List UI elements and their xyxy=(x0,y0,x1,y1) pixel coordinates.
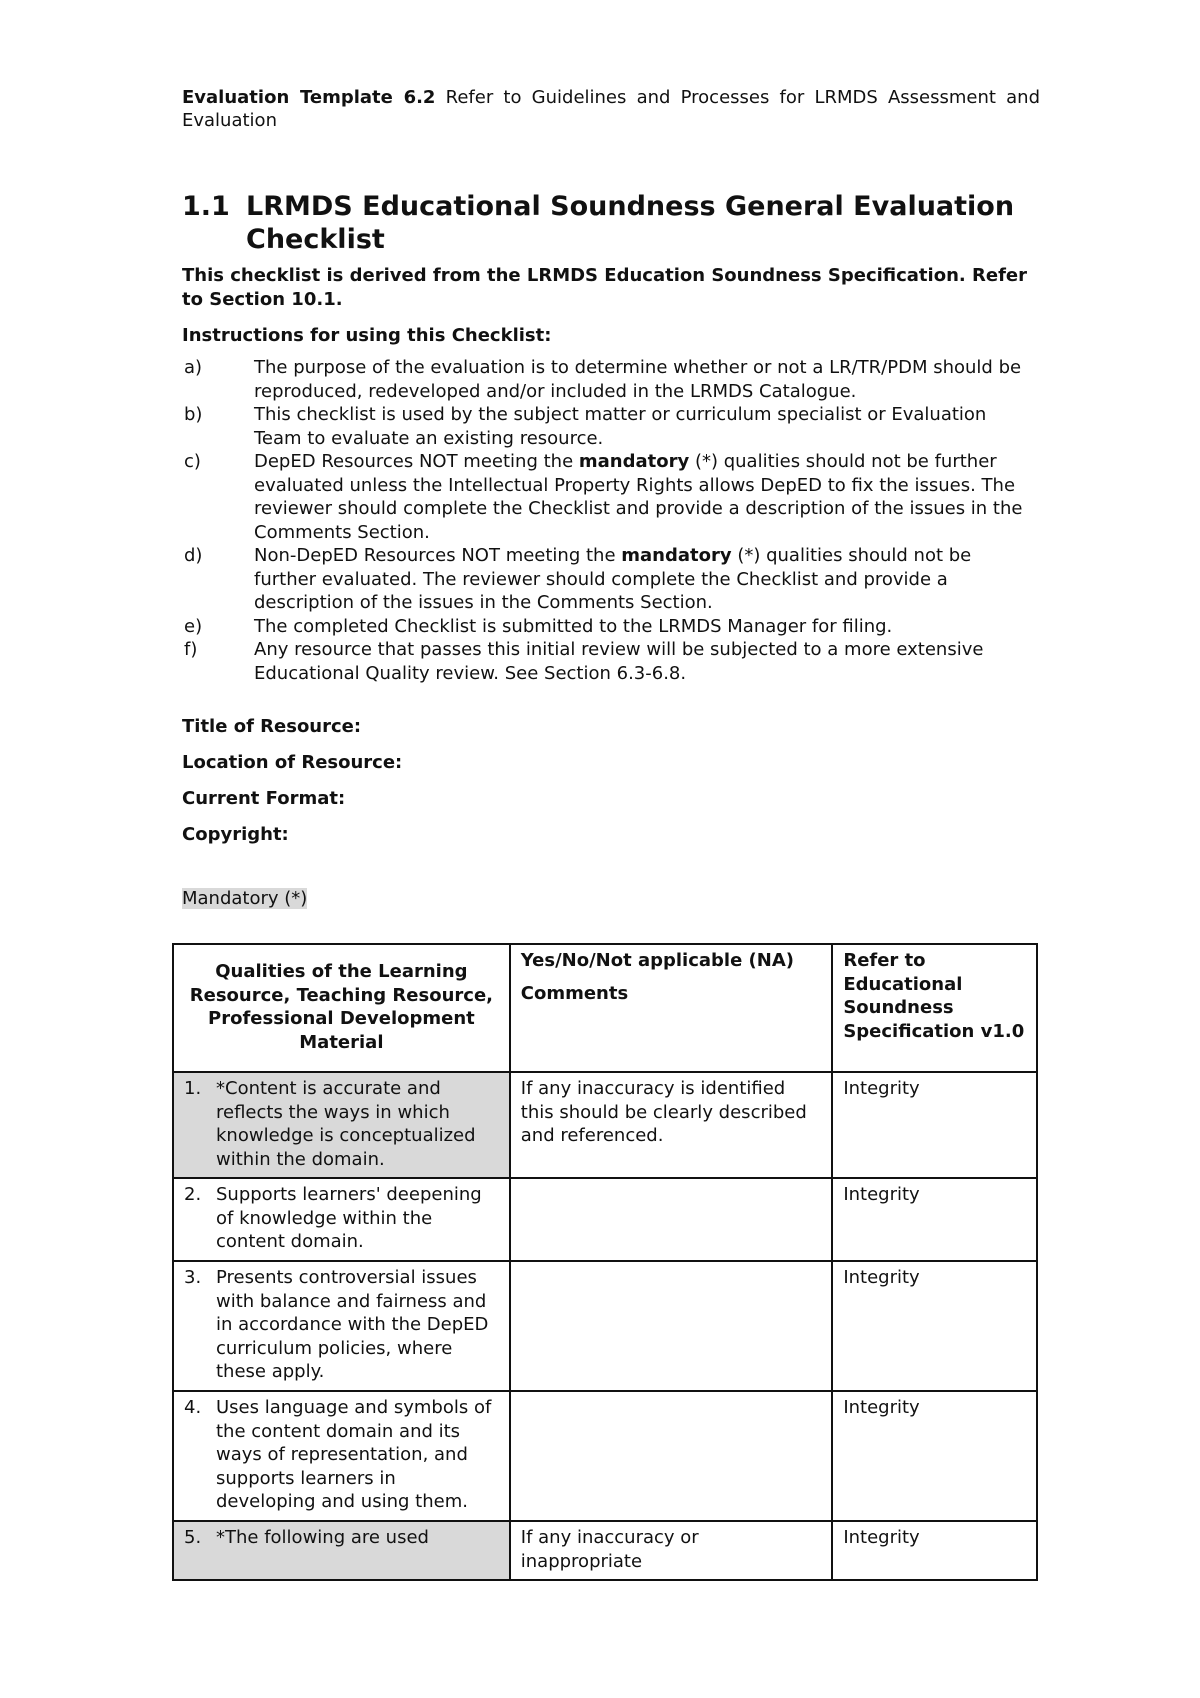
quality-cell: 5. *The following are used xyxy=(173,1521,510,1580)
field-copyright: Copyright: xyxy=(182,824,289,845)
quality-cell: 2. Supports learners' deepening of knowledge within the content domain. xyxy=(173,1178,510,1261)
comment-cell[interactable] xyxy=(510,1178,833,1261)
intro-paragraph: This checklist is derived from the LRMDS Education Soundness Specification. Refer to Section 10.1. xyxy=(182,265,1027,310)
comment-cell[interactable]: If any inaccuracy is identified this should be clearly described and referenced. xyxy=(510,1072,833,1178)
list-item: b) This checklist is used by the subject matter or curriculum specialist or Evaluation Team to evaluate an existing resource. xyxy=(184,404,987,449)
section-heading xyxy=(182,190,1040,256)
section-number: 1.1 xyxy=(182,191,230,222)
refer-cell: Integrity xyxy=(832,1072,1037,1178)
header-refer: Refer to Educational Soundness Specification v1.0 xyxy=(832,944,1037,1072)
document-page xyxy=(182,86,1040,911)
comment-cell[interactable]: If any inaccuracy or inappropriate xyxy=(510,1521,833,1580)
quality-cell: 1. *Content is accurate and reflects the ways in which knowledge is conceptualized within the domain. xyxy=(173,1072,510,1178)
header-qualities: Qualities of the Learning Resource, Teaching Resource, Professional Development Material xyxy=(173,944,510,1072)
comment-cell[interactable] xyxy=(510,1391,833,1521)
refer-cell: Integrity xyxy=(832,1391,1037,1521)
list-item: a) The purpose of the evaluation is to determine whether or not a LR/TR/PDM should be reproduced, redeveloped and/or included in the LRMDS Catalogue. xyxy=(184,357,1022,402)
field-format: Current Format: xyxy=(182,788,346,809)
template-header xyxy=(182,86,1040,132)
checklist-table xyxy=(172,943,1038,1581)
table-header-row xyxy=(173,944,1037,1072)
mandatory-label: Mandatory (*) xyxy=(182,888,308,909)
refer-cell: Integrity xyxy=(832,1521,1037,1580)
resource-fields xyxy=(182,715,1040,847)
field-title: Title of Resource: xyxy=(182,716,362,737)
instructions-list xyxy=(182,356,1040,685)
list-item: d) Non-DepED Resources NOT meeting the mandatory (*) qualities should not be further evaluated. The reviewer should complete the Checklist and provide a description of the issues in the Comments Section. xyxy=(184,545,972,613)
template-label: Evaluation Template 6.2 xyxy=(182,87,436,108)
table-row xyxy=(173,1072,1037,1178)
table-row xyxy=(173,1391,1037,1521)
quality-cell: 4. Uses language and symbols of the content domain and its ways of representation, and supports learners in developing and using them. xyxy=(173,1391,510,1521)
template-text: Refer to Guidelines and Processes for LRMDS Assessment and Evaluation xyxy=(182,87,1041,131)
field-location: Location of Resource: xyxy=(182,752,403,773)
instructions-title: Instructions for using this Checklist: xyxy=(182,325,552,346)
header-yes-no: Yes/No/Not applicable (NA) Comments xyxy=(510,944,833,1072)
list-item: c) DepED Resources NOT meeting the mandatory (*) qualities should not be further evaluated unless the Intellectual Property Rights allows DepED to fix the issues. The reviewer should complete the Checklist and provide a description of the issues in the Comments Section. xyxy=(184,451,1023,543)
list-item: e) The completed Checklist is submitted to the LRMDS Manager for filing. xyxy=(184,615,893,637)
table-row xyxy=(173,1521,1037,1580)
comment-cell[interactable] xyxy=(510,1261,833,1391)
table-row xyxy=(173,1261,1037,1391)
quality-cell: 3. Presents controversial issues with balance and fairness and in accordance with the DepED curriculum policies, where these apply. xyxy=(173,1261,510,1391)
section-title: LRMDS Educational Soundness General Evaluation Checklist xyxy=(246,191,1015,255)
refer-cell: Integrity xyxy=(832,1178,1037,1261)
table-row xyxy=(173,1178,1037,1261)
list-item: f) Any resource that passes this initial review will be subjected to a more extensive Educational Quality review. See Section 6.3-6.8. xyxy=(184,639,984,684)
refer-cell: Integrity xyxy=(832,1261,1037,1391)
